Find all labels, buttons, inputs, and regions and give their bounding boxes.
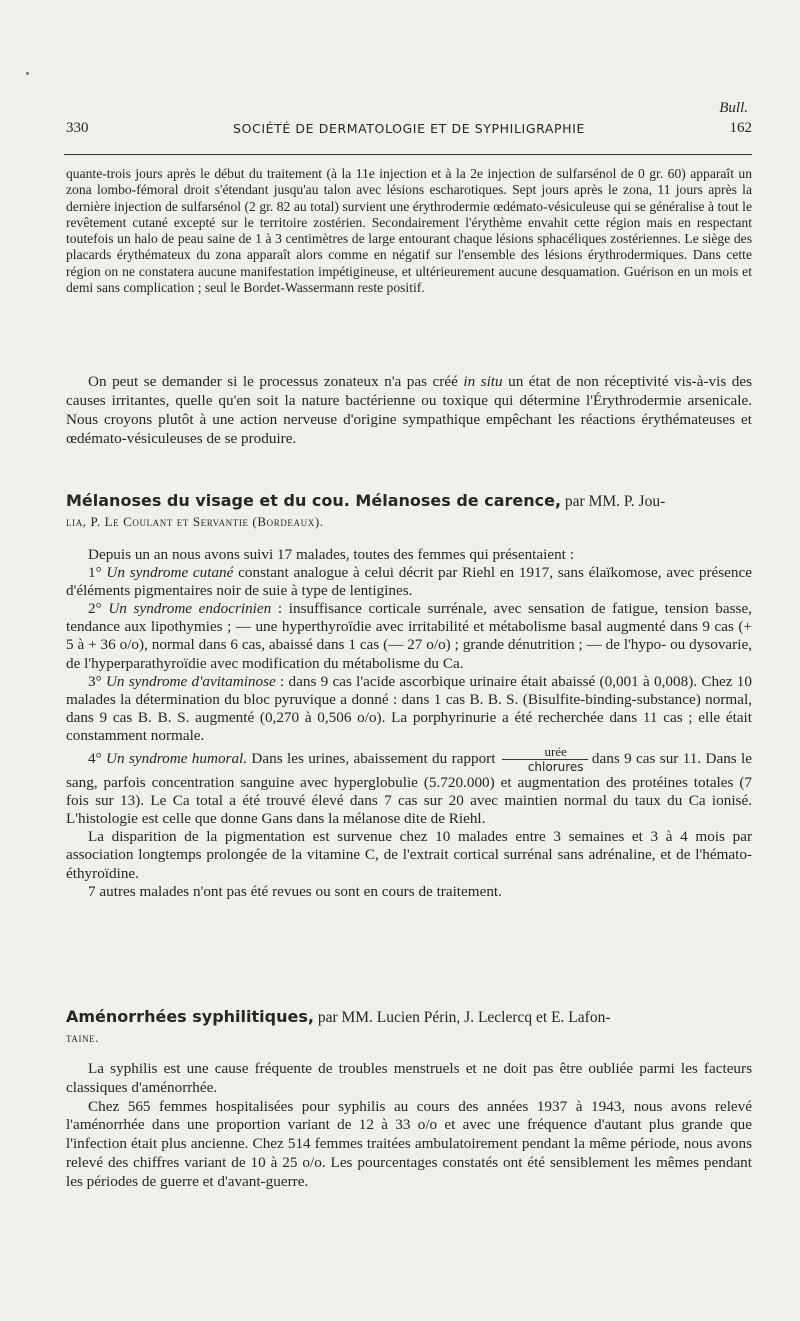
section-title-line bbox=[66, 490, 752, 513]
item-number: 2° bbox=[88, 600, 109, 618]
section-title-line bbox=[66, 1006, 752, 1029]
section-heading-amenorrhees bbox=[66, 1006, 752, 1047]
paper-speck bbox=[26, 72, 29, 75]
followup-paragraph: 7 autres malades n'ont pas été revues ou sont en cours de traitement. bbox=[88, 882, 502, 900]
item-humoral bbox=[66, 745, 752, 828]
section-body-melanoses bbox=[66, 546, 752, 901]
discussion-text-a: On peut se demander si le processus zonateux n'a pas créé bbox=[88, 373, 464, 390]
page-header-area bbox=[66, 100, 752, 144]
section-authors-1: par MM. P. Jou- bbox=[561, 493, 666, 510]
paragraph: Chez 565 femmes hospitalisées pour syphilis au cours des années 1937 à 1943, nous avons relevé l'aménorrhée dans une proportion variant de 12 à 33 o/o et avec une fréquence d'autant plus grande que l'infection était plus ancienne. Chez 514 femmes traitées ambulatoirement pendant la même période, nous avons relevé des chiffres variant de 10 à 25 o/o. Les pourcentages constatés ont été sensiblement les mêmes pendant les périodes de guerre et d'avant-guerre. bbox=[66, 1097, 752, 1190]
item-title: Un syndrome endocrinien bbox=[108, 600, 272, 618]
journal-abbreviation: Bull. bbox=[719, 100, 748, 116]
running-header bbox=[66, 120, 752, 144]
fraction-numerator: urée bbox=[502, 745, 588, 760]
item-title: Un syndrome cutané bbox=[106, 564, 234, 582]
section-body-amenorrhees bbox=[66, 1060, 752, 1192]
case-report-paragraph: quante-trois jours après le début du traitement (à la 11e injection et à la 2e injection de sulfarsénol de 0 gr. 60) apparaît un zona lombo-fémoral droit s'étendant jusqu'au talon avec lésions escharotiques. Sept jours après le zona, 11 jours après la dernière injection de sulfarsénol (2 gr. 82 au total) survient une érythrodermie œdémato-vésiculeuse qui se généralise à tout le revêtement cutané excepté sur le territoire zostérien. Secondairement l'érythème envahit cette région mais en respectant toutefois un halo de peau saine de 1 à 3 centimètres de large entourant chaque lésions sphacéliques zostériennes. Le siège des placards érythémateux du zona apparaît alors comme en négatif sur l'ensemble des lésions érythrodermiques. Dans cette région on ne constatera aucune manifestation impétigineuse, et ultérieurement aucune desquamation. Guérison en un mois et demi sans complication ; seul le Bordet-Wassermann reste positif. bbox=[66, 166, 752, 296]
section-authors-2: lia, P. Le Coulant et Servantie (Bordeaux). bbox=[66, 514, 324, 529]
fraction-denominator: chlorures bbox=[527, 760, 584, 775]
discussion-text-b: un état de non réceptivité vis-à-vis des causes irritantes, quelle qu'en soit la nature bactérienne ou toxique qui détermine l'Érythrodermie arsenicale. Nous croyons plutôt à une action nerveuse d'origine sympathique empêchant les réactions érythémateuses et œdémato-vésiculeuses de se produire. bbox=[66, 373, 752, 448]
item-title: Un syndrome d'avitaminose bbox=[105, 672, 276, 690]
item-number: 4° bbox=[88, 750, 107, 768]
section-title: Mélanoses du visage et du cou. Mélanoses de carence, bbox=[66, 491, 562, 510]
item-cutane bbox=[66, 564, 752, 600]
volume-number: 162 bbox=[729, 120, 752, 136]
item-text: : insuffisance corticale surrénale, avec sensation de fatigue, tension basse, tendance aux lipothymies ; — une hyperthyroïdie avec irritabilité et métabolisme basal augmenté dans 9 cas (+ 5 à + 36 o/o), normal dans 6 cas, abaissé dans 1 cas (— 27 o/o) ; grande dénutrition ; — de l'hypo- ou dysovarie, de l'hyperparathyroïdie avec modification du métabolisme du Ca. bbox=[66, 600, 753, 672]
intro-paragraph: Depuis un an nous avons suivi 17 malades, toutes des femmes qui présentaient : bbox=[88, 546, 574, 563]
item-avitaminose bbox=[66, 673, 752, 745]
page-number: 330 bbox=[66, 120, 89, 136]
uree-chlorures-fraction bbox=[502, 745, 588, 774]
item-title: Un syndrome humoral. bbox=[106, 750, 248, 768]
discussion bbox=[66, 372, 752, 448]
item-text: : dans 9 cas l'acide ascorbique urinaire était abaissé (0,001 à 0,008). Chez 10 malades la détermination du bloc pyruvique a donné : dans 1 cas B. B. S. (Bisulfite-binding-substance) normal, dans 9 cas B. B. S. augmenté (0,270 à 0,506 o/o). La porphyrinurie a été recherchée dans 11 cas ; elle était constamment normale. bbox=[66, 672, 752, 744]
item-text-continued: dans 9 cas sur 11. Dans le sang, parfois concentration sanguine avec hyperglobulie (5.720.000) et augmentation des protéines totales (7 fois sur 13). Le Ca total a été trouvé élevé dans 7 cas sur 20 avec maintien normal du taux du Ca ionisé. L'histologie est celle que donne Gans dans la mélanose dite de Riehl. bbox=[66, 750, 753, 828]
paragraph: La syphilis est une cause fréquente de troubles menstruels et ne doit pas être oubliée parmi les facteurs classiques d'aménorrhée. bbox=[66, 1060, 752, 1096]
outcome-paragraph: La disparition de la pigmentation est survenue chez 10 malades entre 3 semaines et 3 à 4 mois par association longtemps prolongée de la vitamine C, de l'extrait cortical surrénal sans adrénaline, et de l'hémato-éthyroïdine. bbox=[66, 828, 752, 882]
section-authors-2: taine. bbox=[66, 1030, 100, 1045]
item-number: 3° bbox=[88, 672, 106, 690]
section-title: Aménorrhées syphilitiques, bbox=[66, 1007, 314, 1026]
running-title: SOCIÉTÉ DE DERMATOLOGIE ET DE SYPHILIGRAPHIE bbox=[233, 121, 585, 136]
discussion-italic: in situ bbox=[463, 373, 503, 390]
header-rule bbox=[64, 154, 752, 155]
item-text: constant analogue à celui décrit par Riehl en 1917, sans élaïkomose, avec présence d'éléments pigmentaires noir de suie à type de lentigines. bbox=[66, 564, 752, 600]
item-number: 1° bbox=[88, 564, 107, 582]
section-authors-1: par MM. Lucien Périn, J. Leclercq et E. Lafon- bbox=[313, 1009, 611, 1026]
case-report-end bbox=[66, 166, 752, 296]
section-heading-melanoses bbox=[66, 490, 752, 531]
item-text: Dans les urines, abaissement du rapport bbox=[247, 750, 496, 768]
item-endocrinien bbox=[66, 600, 752, 672]
discussion-paragraph bbox=[66, 372, 752, 448]
